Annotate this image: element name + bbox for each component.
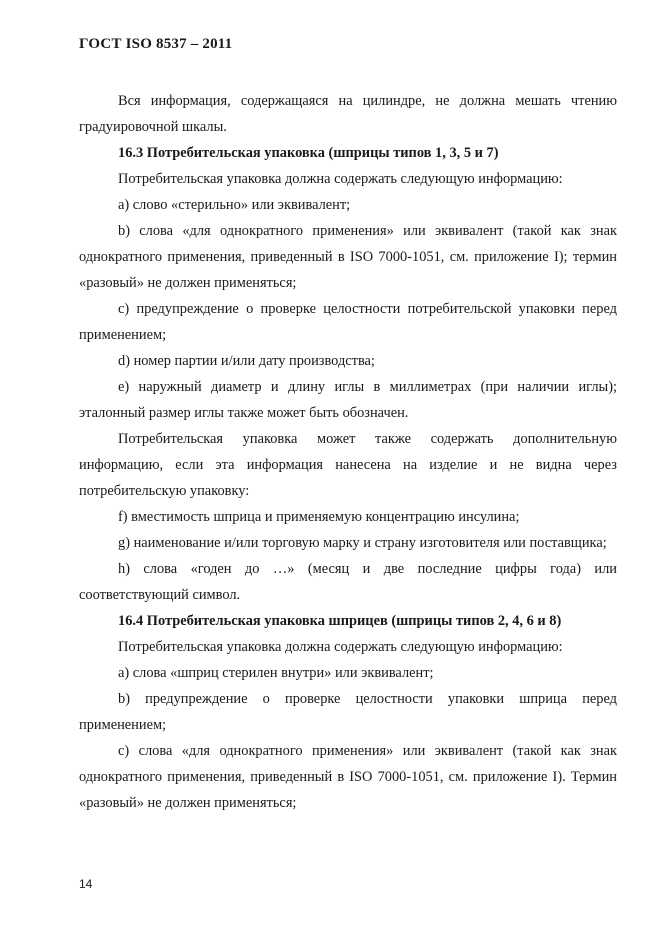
- list-item-e: e) наружный диаметр и длину иглы в миллиметрах (при наличии иглы); эталонный размер иглы также может быть обозначен.: [79, 379, 617, 421]
- paragraph-cylinder-info: Вся информация, содержащаяся на цилиндре, не должна мешать чтению градуировочной шкалы.: [79, 93, 617, 135]
- list-item-f: f) вместимость шприца и применяемую концентрацию инсулина;: [118, 509, 520, 525]
- list-item-c: c) предупреждение о проверке целостности потребительской упаковки перед применением;: [79, 301, 617, 343]
- document-header: ГОСТ ISO 8537 – 2011: [79, 36, 233, 52]
- list-item-b: b) слова «для однократного применения» или эквивалент (такой как знак однократного применения, приведенный в ISO 7000-1051, см. приложение I); термин «разовый» не должен применяться;: [79, 223, 617, 291]
- list-item-h: h) слова «годен до …» (месяц и две последние цифры года) или соответствующий символ.: [79, 561, 617, 603]
- list-item-b-2: b) предупреждение о проверке целостности упаковки шприца перед применением;: [79, 691, 617, 733]
- list-item-c-2: c) слова «для однократного применения» или эквивалент (такой как знак однократного применения, приведенный в ISO 7000-1051, см. приложение I). Термин «разовый» не должен применяться;: [79, 743, 617, 811]
- list-item-a-2: a) слова «шприц стерилен внутри» или эквивалент;: [118, 665, 434, 681]
- paragraph-additional-info: Потребительская упаковка может также содержать дополнительную информацию, если эта информация нанесена на изделие и не видна через потребительскую упаковку:: [79, 431, 617, 499]
- document-body: [79, 88, 617, 816]
- section-heading-16-3: 16.3 Потребительская упаковка (шприцы типов 1, 3, 5 и 7): [118, 145, 499, 161]
- paragraph-syringe-pack-intro: Потребительская упаковка должна содержать следующую информацию:: [118, 639, 563, 655]
- list-item-a: a) слово «стерильно» или эквивалент;: [118, 197, 351, 213]
- section-heading-16-4: 16.4 Потребительская упаковка шприцев (шприцы типов 2, 4, 6 и 8): [118, 613, 562, 629]
- list-item-d: d) номер партии и/или дату производства;: [118, 353, 375, 369]
- list-item-g: g) наименование и/или торговую марку и страну изготовителя или поставщика;: [118, 535, 607, 551]
- page-number: 14: [79, 877, 93, 891]
- paragraph-consumer-pack-intro: Потребительская упаковка должна содержать следующую информацию:: [118, 171, 563, 187]
